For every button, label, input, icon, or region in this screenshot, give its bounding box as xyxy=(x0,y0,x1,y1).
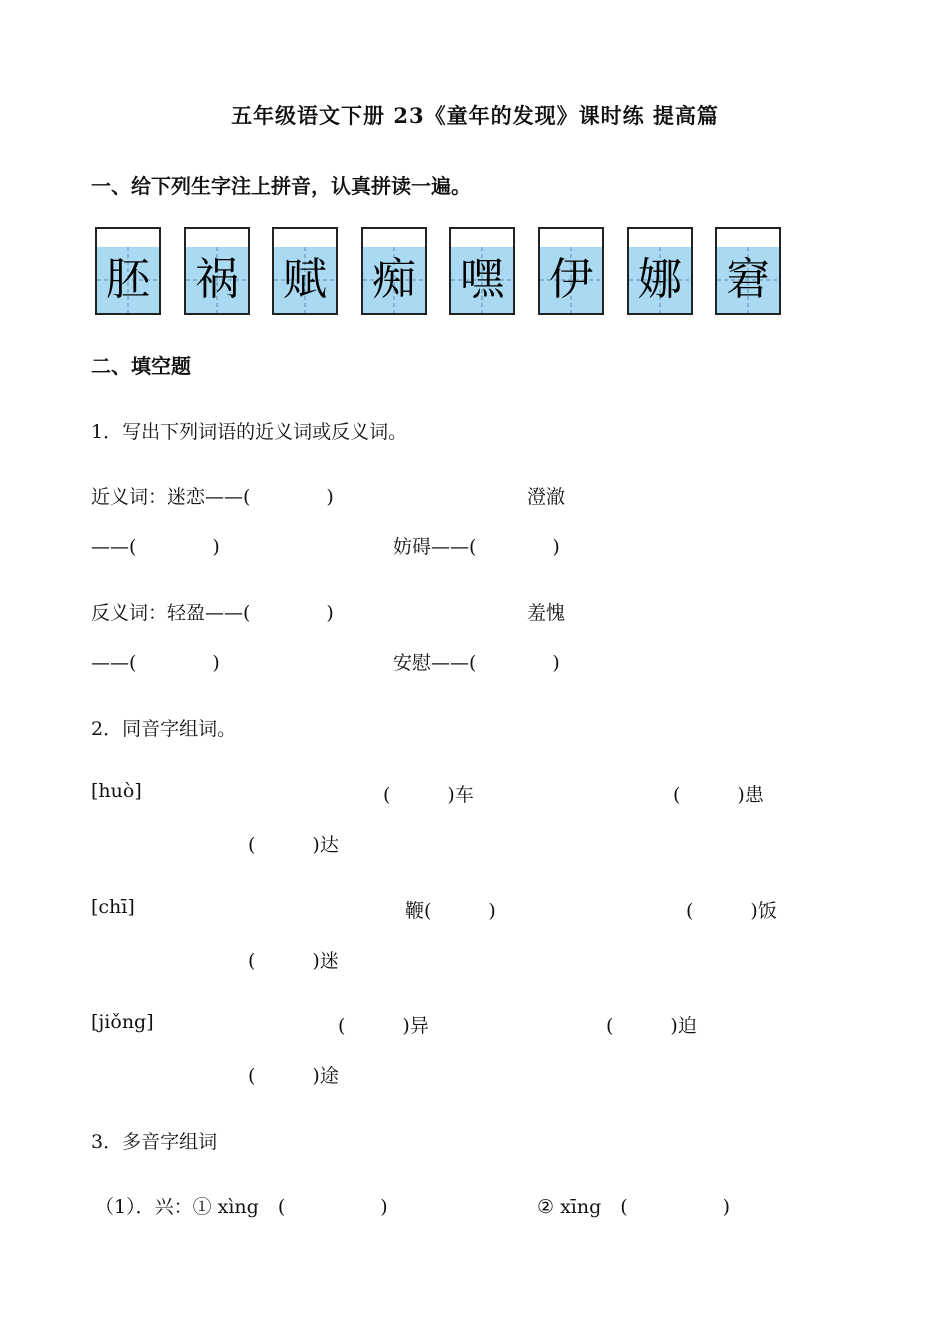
pinyin-label-huo: [huò] xyxy=(91,780,142,802)
pinyin-label-chi: [chī] xyxy=(91,896,135,918)
q1-prompt: 1．写出下列词语的近义词或反义词。 xyxy=(91,421,408,443)
hanzi-character: 嘿 xyxy=(460,254,504,305)
chi-blank-1: 鞭( ) xyxy=(405,900,496,922)
hanzi-character: 窘 xyxy=(726,254,770,305)
jiong-blank-1: ( )异 xyxy=(338,1015,429,1037)
pinyin-answer-box[interactable] xyxy=(540,229,602,249)
huo-blank-1: ( )车 xyxy=(383,784,474,806)
character-cell xyxy=(715,227,781,315)
jiong-blank-3: ( )途 xyxy=(248,1065,339,1087)
section2-heading: 二、填空题 xyxy=(91,354,191,378)
pinyin-answer-box[interactable] xyxy=(274,229,336,249)
polyphone-item-2: ② xīng ( ) xyxy=(537,1196,731,1218)
jiong-blank-2: ( )迫 xyxy=(606,1015,697,1037)
huo-blank-2: ( )患 xyxy=(673,784,764,806)
pinyin-label-jiong: [jiǒng] xyxy=(91,1011,154,1033)
character-cell xyxy=(272,227,338,315)
synonym-item-2-blank: ——( ) xyxy=(91,536,220,558)
character-cell xyxy=(449,227,515,315)
chi-blank-2: ( )饭 xyxy=(686,900,777,922)
antonym-item-2-word: 羞愧 xyxy=(527,602,566,624)
synonym-item-1: 近义词：迷恋——( ) xyxy=(91,486,334,508)
character-cell xyxy=(627,227,693,315)
chi-blank-3: ( )迷 xyxy=(248,950,339,972)
pinyin-answer-box[interactable] xyxy=(97,229,159,249)
character-cell xyxy=(95,227,161,315)
character-cell xyxy=(538,227,604,315)
pinyin-answer-box[interactable] xyxy=(363,229,425,249)
q2-prompt: 2．同音字组词。 xyxy=(91,718,237,740)
synonym-item-3: 妨碍——( ) xyxy=(393,536,560,558)
antonym-item-2-blank: ——( ) xyxy=(91,652,220,674)
pinyin-answer-box[interactable] xyxy=(451,229,513,249)
section1-heading: 一、给下列生字注上拼音，认真拼读一遍。 xyxy=(91,174,471,198)
q3-prompt: 3．多音字组词 xyxy=(91,1131,218,1153)
page-title: 五年级语文下册 23《童年的发现》课时练 提高篇 xyxy=(231,103,719,128)
pinyin-answer-box[interactable] xyxy=(629,229,691,249)
hanzi-character: 胚 xyxy=(106,254,150,305)
character-cell xyxy=(184,227,250,315)
antonym-item-1: 反义词：轻盈——( ) xyxy=(91,602,334,624)
hanzi-character: 伊 xyxy=(549,254,593,305)
hanzi-character: 娜 xyxy=(638,254,682,305)
pinyin-answer-box[interactable] xyxy=(186,229,248,249)
character-cell xyxy=(361,227,427,315)
hanzi-character: 赋 xyxy=(283,254,327,305)
hanzi-character: 痴 xyxy=(372,254,416,305)
antonym-item-3: 安慰——( ) xyxy=(393,652,560,674)
huo-blank-3: ( )达 xyxy=(248,834,339,856)
hanzi-character: 祸 xyxy=(195,254,239,305)
pinyin-answer-box[interactable] xyxy=(717,229,779,249)
polyphone-item-1: （1）．兴：① xìng ( ) xyxy=(95,1196,388,1218)
synonym-item-2-word: 澄澈 xyxy=(527,486,566,508)
